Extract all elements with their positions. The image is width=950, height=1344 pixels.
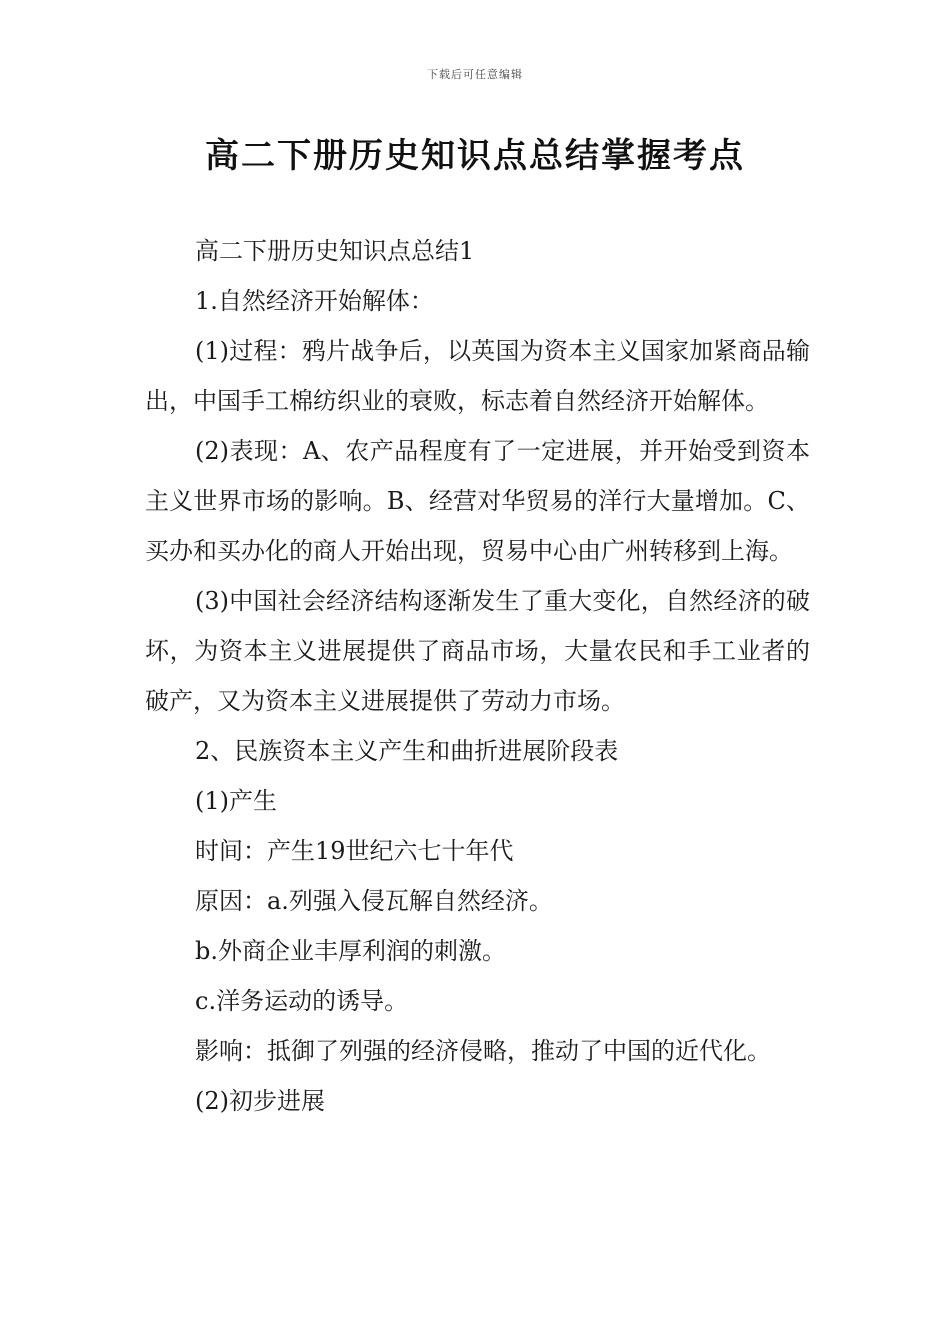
paragraph: (1)产生 [195,787,277,815]
document-body [145,226,810,1126]
paragraph: b.外商企业丰厚利润的刺激。 [195,937,506,965]
paragraph: (1)过程：鸦片战争后，以英国为资本主义国家加紧商品输出，中国手工棉纺织业的衰败，标志着自然经济开始解体。 [145,337,810,415]
paragraph: 影响：抵御了列强的经济侵略，推动了中国的近代化。 [195,1037,771,1065]
subheading: 2、民族资本主义产生和曲折进展阶段表 [195,737,619,765]
section-heading: 高二下册历史知识点总结1 [195,237,475,265]
paragraph: (2)表现：A、农产品程度有了一定进展，并开始受到资本主义世界市场的影响。B、经营对华贸易的洋行大量增加。C、买办和买办化的商人开始出现，贸易中心由广州转移到上海。 [145,437,810,565]
subheading: 1.自然经济开始解体： [195,287,434,315]
paragraph: c.洋务运动的诱导。 [195,987,409,1015]
header-note: 下载后可任意编辑 [427,68,523,81]
document-title: 高二下册历史知识点总结掌握考点 [205,136,745,176]
paragraph: (3)中国社会经济结构逐渐发生了重大变化，自然经济的破坏，为资本主义进展提供了商品市场，大量农民和手工业者的破产，又为资本主义进展提供了劳动力市场。 [145,587,810,715]
paragraph: 原因：a.列强入侵瓦解自然经济。 [195,887,553,915]
paragraph: 时间：产生19世纪六七十年代 [195,837,514,865]
paragraph: (2)初步进展 [195,1087,325,1115]
